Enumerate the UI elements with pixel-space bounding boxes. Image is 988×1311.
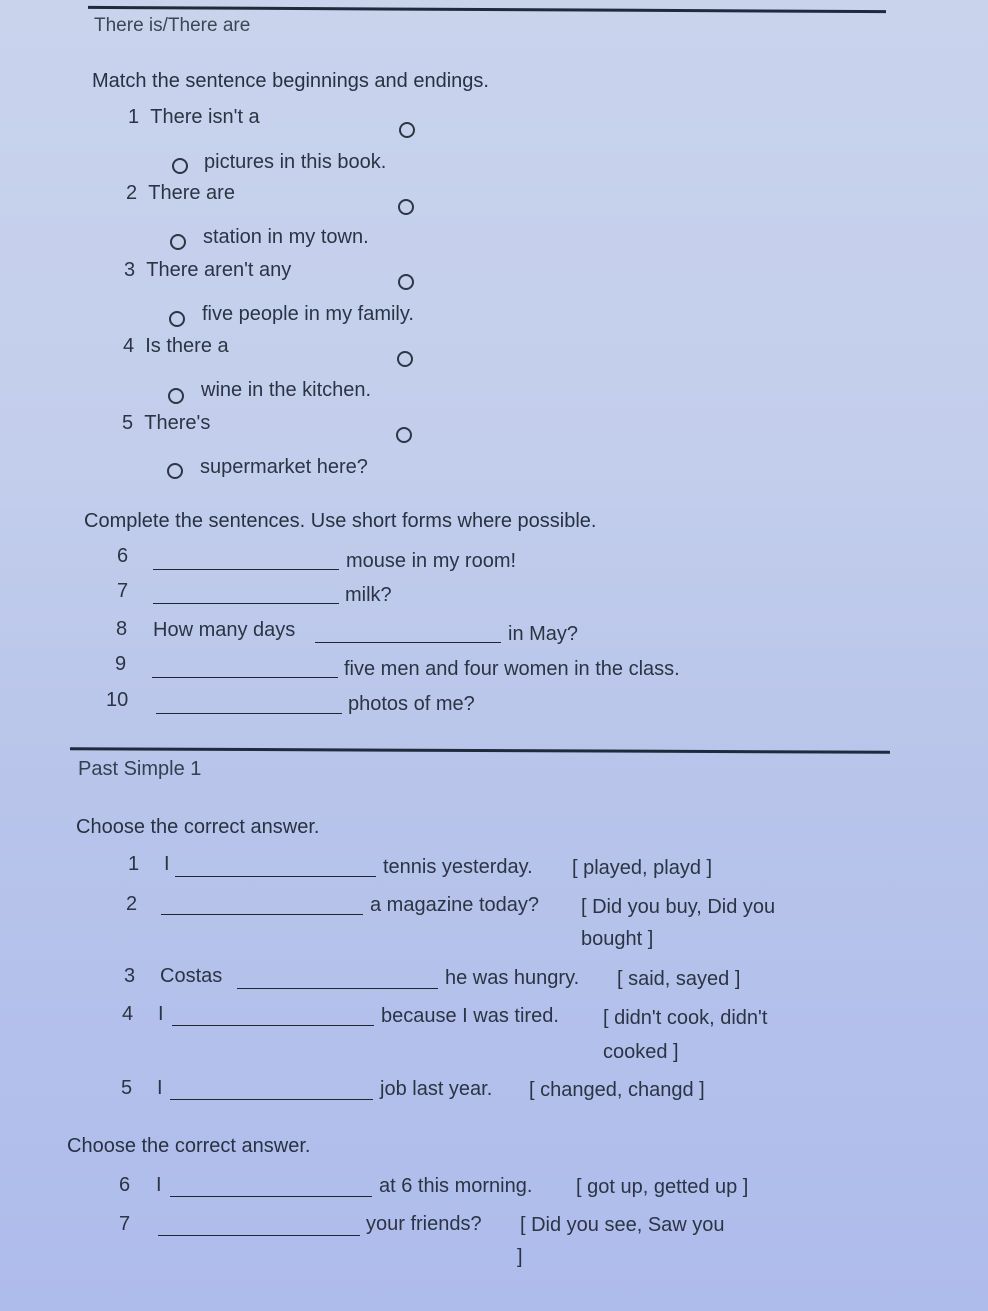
answer-options: [ got up, getted up ] xyxy=(576,1176,749,1198)
answer-blank[interactable] xyxy=(152,677,338,678)
match-item-4 xyxy=(123,335,229,358)
sentence-ending: in May? xyxy=(508,623,579,645)
sentence-beginning: I xyxy=(158,1003,164,1025)
sentence-ending: because I was tired. xyxy=(381,1005,559,1027)
item-number: 6 xyxy=(117,545,129,567)
sentence-ending: photos of me? xyxy=(348,693,475,715)
sentence-beginning: I xyxy=(157,1077,163,1099)
choose-instruction: Choose the correct answer. xyxy=(76,816,320,838)
sentence-ending: job last year. xyxy=(380,1078,493,1100)
answer-blank[interactable] xyxy=(172,1025,374,1026)
answer-blank[interactable] xyxy=(175,876,376,877)
item-number: 9 xyxy=(115,653,127,675)
answer-circle[interactable] xyxy=(167,463,183,479)
item-number: 3 xyxy=(124,965,136,987)
section-divider xyxy=(70,747,890,754)
answer-blank[interactable] xyxy=(153,603,339,604)
sentence-ending: mouse in my room! xyxy=(346,550,517,572)
answer-circle[interactable] xyxy=(398,274,414,290)
answer-options: [ Did you buy, Did you xyxy=(581,896,776,918)
answer-blank[interactable] xyxy=(315,642,501,643)
answer-blank[interactable] xyxy=(153,569,339,570)
item-number: 5 xyxy=(122,412,134,434)
beginning-text: There aren't any xyxy=(146,259,292,281)
answer-options: [ Did you see, Saw you xyxy=(520,1214,725,1236)
matching-instruction: Match the sentence beginnings and endings. xyxy=(92,70,489,92)
sentence-beginning: I xyxy=(156,1174,162,1196)
ending-text: five people in my family. xyxy=(202,303,414,325)
beginning-text: There's xyxy=(144,412,211,434)
answer-options-continued: cooked ] xyxy=(603,1041,679,1063)
item-number: 2 xyxy=(126,182,138,204)
answer-circle[interactable] xyxy=(399,122,415,138)
sentence-beginning: I xyxy=(164,853,170,875)
item-number: 4 xyxy=(122,1003,134,1025)
item-number: 10 xyxy=(106,689,129,711)
answer-options: [ changed, changd ] xyxy=(529,1079,705,1101)
answer-blank[interactable] xyxy=(170,1196,372,1197)
answer-circle[interactable] xyxy=(170,234,186,250)
item-number: 1 xyxy=(128,106,140,128)
answer-circle[interactable] xyxy=(398,199,414,215)
sentence-beginning: Costas xyxy=(160,965,223,987)
sentence-ending: five men and four women in the class. xyxy=(344,658,680,680)
match-item-5 xyxy=(122,412,210,435)
item-number: 3 xyxy=(124,259,136,281)
item-number: 7 xyxy=(117,580,129,602)
beginning-text: There are xyxy=(148,182,235,204)
sentence-ending: tennis yesterday. xyxy=(383,856,533,878)
item-number: 6 xyxy=(119,1174,131,1196)
answer-options: [ said, sayed ] xyxy=(617,968,741,990)
match-item-1 xyxy=(128,106,260,129)
answer-blank[interactable] xyxy=(161,914,363,915)
answer-options-continued: bought ] xyxy=(581,928,654,950)
sentence-ending: at 6 this morning. xyxy=(379,1175,533,1197)
item-number: 4 xyxy=(123,335,135,357)
choose-instruction: Choose the correct answer. xyxy=(67,1135,311,1157)
complete-instruction: Complete the sentences. Use short forms where possible. xyxy=(84,510,597,532)
sentence-ending: he was hungry. xyxy=(445,967,580,989)
item-number: 7 xyxy=(119,1213,131,1235)
section-title: There is/There are xyxy=(94,15,251,36)
ending-text: supermarket here? xyxy=(200,456,368,478)
answer-blank[interactable] xyxy=(237,988,438,989)
section-title: Past Simple 1 xyxy=(78,758,202,780)
answer-options-continued: ] xyxy=(517,1246,523,1268)
beginning-text: Is there a xyxy=(145,335,229,357)
answer-circle[interactable] xyxy=(172,158,188,174)
ending-text: station in my town. xyxy=(203,226,369,248)
sentence-beginning: How many days xyxy=(153,619,296,641)
sentence-ending: milk? xyxy=(345,584,392,606)
sentence-ending: your friends? xyxy=(366,1213,482,1235)
answer-circle[interactable] xyxy=(168,388,184,404)
item-number: 2 xyxy=(126,893,138,915)
item-number: 8 xyxy=(116,618,128,640)
ending-text: pictures in this book. xyxy=(204,151,387,173)
ending-text: wine in the kitchen. xyxy=(201,379,372,401)
answer-circle[interactable] xyxy=(169,311,185,327)
answer-circle[interactable] xyxy=(397,351,413,367)
match-item-2 xyxy=(126,182,235,205)
beginning-text: There isn't a xyxy=(150,106,260,128)
sentence-ending: a magazine today? xyxy=(370,894,540,916)
answer-blank[interactable] xyxy=(170,1099,373,1100)
answer-blank[interactable] xyxy=(158,1235,360,1236)
answer-circle[interactable] xyxy=(396,427,412,443)
match-item-3 xyxy=(124,259,291,282)
item-number: 5 xyxy=(121,1077,133,1099)
item-number: 1 xyxy=(128,853,140,875)
top-rule xyxy=(88,6,886,13)
answer-options: [ didn't cook, didn't xyxy=(603,1007,768,1029)
answer-options: [ played, playd ] xyxy=(572,857,713,879)
answer-blank[interactable] xyxy=(156,713,342,714)
